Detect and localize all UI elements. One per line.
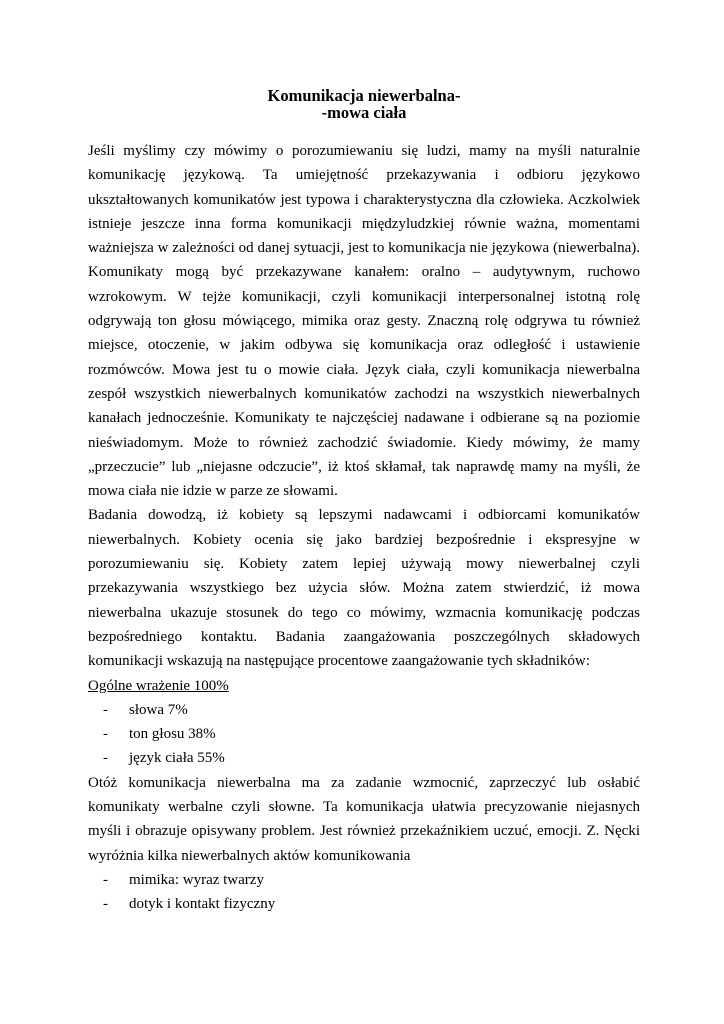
dash-marker: - bbox=[103, 726, 108, 743]
dash-marker: - bbox=[103, 750, 108, 767]
list-item-text: mimika: wyraz twarzy bbox=[129, 871, 264, 888]
list-item bbox=[88, 698, 640, 722]
dash-marker: - bbox=[103, 871, 108, 888]
list-item-text: słowa 7% bbox=[129, 701, 188, 718]
document-page bbox=[88, 87, 640, 917]
list-item bbox=[88, 868, 640, 892]
paragraph-function: Otóż komunikacja niewerbalna ma za zadanie wzmocnić, zaprzeczyć lub osłabić komunikaty werbalne czyli słowne. Ta komunikacja ułatwia precyzowanie niejasnych myśli i obrazuje opisywany problem. Jest również przekaźnikiem uczuć, emocji. Z. Nęcki wyróżnia kilka niewerbalnych aktów komunikowania bbox=[88, 774, 640, 864]
document-title-line2: -mowa ciała bbox=[321, 103, 407, 122]
overall-impression-heading: Ogólne wrażenie 100% bbox=[88, 677, 229, 694]
title-block bbox=[88, 87, 640, 121]
list-item bbox=[88, 722, 640, 746]
dash-marker: - bbox=[103, 701, 108, 718]
acts-list bbox=[88, 868, 640, 917]
list-item-text: dotyk i kontakt fizyczny bbox=[129, 896, 276, 913]
components-list bbox=[88, 698, 640, 771]
paragraph-research: Badania dowodzą, iż kobiety są lepszymi nadawcami i odbiorcami komunikatów niewerbalnych. Kobiety ocenia się jako bardziej bezpośrednie i ekspresyjne w porozumiewaniu się. Kobiety zatem lepiej używają mowy niewerbalnej czyli przekazywania wszystkiego bez użycia słów. Można zatem stwierdzić, iż mowa niewerbalna ukazuje stosunek do tego co mówimy, wzmacnia komunikację podczas bezpośredniego kontaktu. Badania zaangażowania poszczególnych składowych komunikacji wskazują na następujące procentowe zaangażowanie tych składników: bbox=[88, 507, 640, 670]
list-item-text: język ciała 55% bbox=[129, 750, 225, 767]
list-item-text: ton głosu 38% bbox=[129, 726, 216, 743]
paragraph-intro: Jeśli myślimy czy mówimy o porozumiewaniu się ludzi, mamy na myśli naturalnie komunikację językową. Ta umiejętność przekazywania i odbioru językowo ukształtowanych komunikatów jest typowa i charakterystyczna dla człowieka. Aczkolwiek istnieje jeszcze inna forma komunikacji międzyludzkiej równie ważna, momentami ważniejsza w zależności od danej sytuacji, jest to komunikacja nie językowa (niewerbalna). Komunikaty mogą być przekazywane kanałem: oralno – audytywnym, ruchowo wzrokowym. W tejże komunikacji, czyli komunikacji interpersonalnej istotną rolę odgrywają ton głosu mówiącego, mimika oraz gesty. Znaczną rolę odgrywa tu również miejsce, otoczenie, w jakim odbywa się komunikacja oraz odległość i ustawienie rozmówców. Mowa jest tu o mowie ciała. Język ciała, czyli komunikacja niewerbalna zespół wszystkich niewerbalnych komunikatów zachodzi na wszystkich niewerbalnych kanałach jednocześnie. Komunikaty te najczęściej nadawane i odbierane są na poziomie nieświadomym. Może to również zachodzić świadomie. Kiedy mówimy, że mamy „przeczucie” lub „niejasne odczucie”, iż ktoś skłamał, tak naprawdę mamy na myśli, że mowa ciała nie idzie w parze ze słowami. bbox=[88, 143, 640, 500]
dash-marker: - bbox=[103, 896, 108, 913]
list-item bbox=[88, 892, 640, 916]
list-item bbox=[88, 746, 640, 770]
document-title-line1: Komunikacja niewerbalna- bbox=[267, 86, 461, 105]
